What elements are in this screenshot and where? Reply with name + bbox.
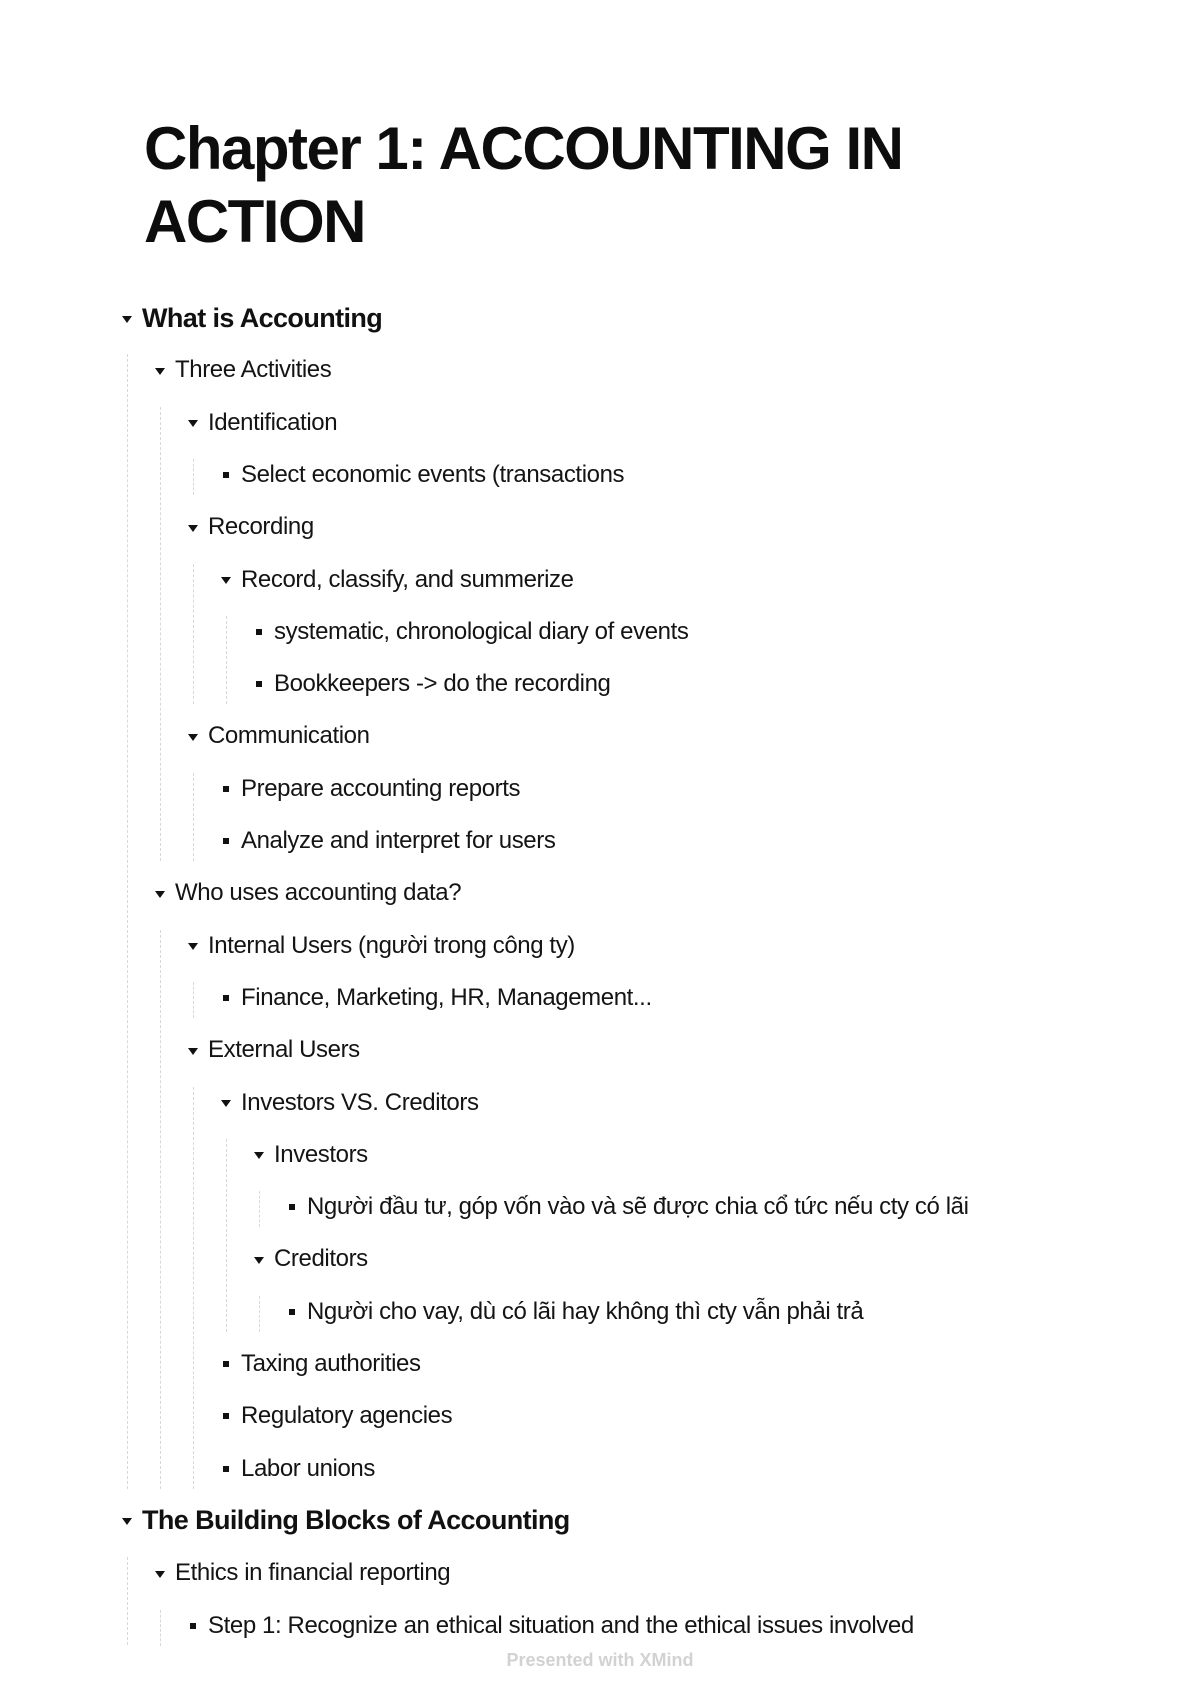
collapse-caret-icon[interactable]	[112, 1516, 142, 1525]
indent-guide	[193, 1087, 194, 1489]
square-bullet-icon	[289, 1309, 295, 1315]
caret-down-icon	[221, 1100, 231, 1107]
caret-down-icon	[254, 1152, 264, 1159]
outline-node	[244, 1239, 368, 1279]
caret-down-icon	[254, 1257, 264, 1264]
outline-item-text: Who uses accounting data?	[175, 879, 462, 907]
outline-item-text: Bookkeepers -> do the recording	[274, 670, 611, 698]
outline-item-text: Taxing authorities	[241, 1350, 421, 1377]
bullet-icon	[211, 786, 241, 792]
indent-guide	[193, 982, 194, 1018]
outline-item-text: Identification	[208, 408, 338, 436]
indent-guide	[160, 407, 161, 861]
outline-item-text: Step 1: Recognize an ethical situation and the ethical issues involved	[208, 1611, 914, 1639]
bullet-icon	[211, 838, 241, 844]
bullet-icon	[244, 629, 274, 635]
outline-leaf	[211, 455, 624, 495]
outline-node	[178, 1030, 360, 1070]
collapse-caret-icon[interactable]	[112, 314, 142, 323]
collapse-caret-icon[interactable]	[211, 1098, 241, 1107]
square-bullet-icon	[289, 1204, 295, 1210]
caret-down-icon	[122, 1518, 132, 1525]
square-bullet-icon	[223, 1361, 229, 1367]
outline-item-text: Internal Users (người trong công ty)	[208, 931, 575, 959]
square-bullet-icon	[223, 1413, 229, 1419]
outline-item-text: Người cho vay, dù có lãi hay không thì cty vẫn phải trả	[307, 1297, 864, 1325]
caret-down-icon	[188, 734, 198, 741]
page-title: Chapter 1: ACCOUNTING IN ACTION	[144, 115, 903, 255]
collapse-caret-icon[interactable]	[145, 1569, 175, 1578]
outline-item-text: Finance, Marketing, HR, Management...	[241, 983, 652, 1011]
caret-down-icon	[188, 525, 198, 532]
outline-item-text: Creditors	[274, 1245, 368, 1273]
outline-item-text: systematic, chronological diary of events	[274, 617, 689, 645]
collapse-caret-icon[interactable]	[178, 523, 208, 532]
caret-down-icon	[155, 368, 165, 375]
outline-node	[145, 350, 331, 390]
square-bullet-icon	[190, 1623, 196, 1629]
outline-item-text: Record, classify, and summerize	[241, 565, 574, 593]
indent-guide	[193, 773, 194, 861]
indent-guide	[193, 459, 194, 495]
outline-leaf	[211, 1449, 375, 1489]
collapse-caret-icon[interactable]	[178, 941, 208, 950]
collapse-caret-icon[interactable]	[145, 366, 175, 375]
bullet-icon	[277, 1204, 307, 1210]
outline-leaf	[211, 769, 520, 809]
caret-down-icon	[188, 1048, 198, 1055]
outline-node	[178, 403, 337, 443]
bullet-icon	[211, 1361, 241, 1367]
indent-guide	[226, 1139, 227, 1332]
caret-down-icon	[155, 1571, 165, 1578]
outline-item-text: Labor unions	[241, 1454, 375, 1482]
outline-node	[244, 1135, 368, 1175]
outline-item-text: Select economic events (transactions	[241, 460, 625, 488]
indent-guide	[160, 1610, 161, 1646]
outline-node	[178, 926, 575, 966]
outline-item-text: Regulatory agencies	[241, 1402, 453, 1430]
caret-down-icon	[122, 316, 132, 323]
indent-guide	[127, 354, 128, 1488]
collapse-caret-icon[interactable]	[178, 418, 208, 427]
bullet-icon	[211, 472, 241, 478]
outline-item-text: Analyze and interpret for users	[241, 827, 556, 854]
indent-guide	[259, 1191, 260, 1227]
square-bullet-icon	[223, 786, 229, 792]
bullet-icon	[244, 681, 274, 687]
bullet-icon	[211, 995, 241, 1001]
bullet-icon	[211, 1413, 241, 1419]
footer-watermark: Presented with XMind	[506, 1650, 694, 1670]
square-bullet-icon	[223, 838, 229, 844]
outline-item-text: Ethics in financial reporting	[175, 1559, 451, 1587]
outline-item-text: Communication	[208, 722, 370, 750]
bullet-icon	[277, 1309, 307, 1315]
outline-item-text: Người đầu tư, góp vốn vào và sẽ được chia cổ tức nếu cty có lãi	[307, 1193, 969, 1221]
outline-node	[211, 560, 574, 600]
outline-item-text: The Building Blocks of Accounting	[142, 1505, 570, 1536]
indent-guide	[193, 564, 194, 705]
outline-item-text: What is Accounting	[142, 302, 383, 333]
collapse-caret-icon[interactable]	[244, 1150, 274, 1159]
outline-item-text: Three Activities	[175, 356, 332, 384]
square-bullet-icon	[223, 472, 229, 478]
square-bullet-icon	[223, 995, 229, 1001]
outline-item-text: External Users	[208, 1036, 360, 1064]
outline-leaf	[211, 1344, 421, 1384]
caret-down-icon	[188, 943, 198, 950]
outline-leaf	[244, 664, 610, 704]
indent-guide	[127, 1557, 128, 1645]
caret-down-icon	[221, 577, 231, 584]
outline-item-text: Investors	[274, 1140, 368, 1168]
collapse-caret-icon[interactable]	[244, 1255, 274, 1264]
bullet-icon	[211, 1466, 241, 1472]
outline-node	[178, 507, 314, 547]
outline-leaf	[277, 1187, 969, 1227]
indent-guide	[160, 930, 161, 1489]
bullet-icon	[178, 1623, 208, 1629]
outline-item-text: Investors VS. Creditors	[241, 1088, 479, 1116]
outline-leaf	[211, 821, 555, 861]
outline-node	[178, 716, 370, 756]
collapse-caret-icon[interactable]	[211, 575, 241, 584]
outline-leaf	[244, 612, 688, 652]
collapse-caret-icon[interactable]	[178, 1046, 208, 1055]
outline-leaf	[277, 1292, 863, 1332]
outline-leaf	[211, 1396, 452, 1436]
outline-item-text: Recording	[208, 513, 314, 541]
outline-node	[211, 1083, 479, 1123]
square-bullet-icon	[256, 681, 262, 687]
indent-guide	[259, 1296, 260, 1332]
outline-section	[112, 298, 382, 338]
outline-item-text: Prepare accounting reports	[241, 774, 521, 802]
outline-node	[145, 1553, 450, 1593]
caret-down-icon	[188, 420, 198, 427]
indent-guide	[226, 616, 227, 704]
outline-leaf	[178, 1606, 914, 1646]
outline-leaf	[211, 978, 652, 1018]
square-bullet-icon	[223, 1466, 229, 1472]
outline-node	[145, 873, 461, 913]
square-bullet-icon	[256, 629, 262, 635]
collapse-caret-icon[interactable]	[145, 889, 175, 898]
caret-down-icon	[155, 891, 165, 898]
collapse-caret-icon[interactable]	[178, 732, 208, 741]
outline-section	[112, 1501, 570, 1541]
